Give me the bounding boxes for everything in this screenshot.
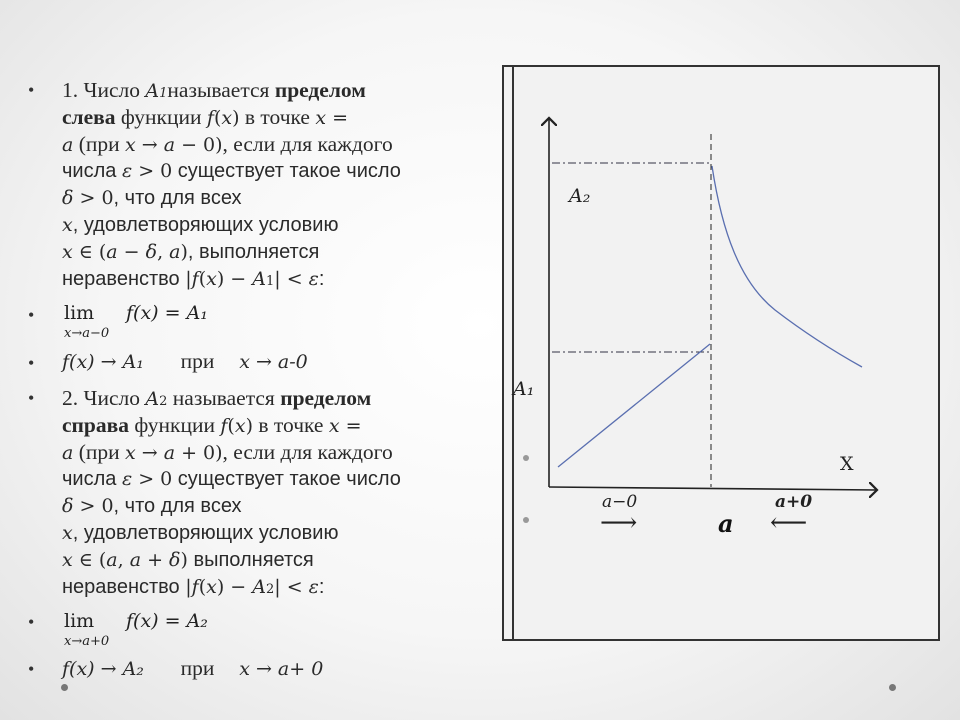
- item2-line-1: 2. Число A2 называется пределом: [62, 386, 372, 410]
- item1-line-2: слева функции f(x) в точке x =: [62, 105, 349, 129]
- lim-expression-1: f(x) = A₁: [126, 302, 208, 324]
- arrow-tail-2: x → a+ 0: [239, 658, 324, 680]
- arrow-pri-2: при: [180, 656, 215, 680]
- item1-line-8: неравенство |f(x) − A1| < ε:: [62, 268, 325, 290]
- x-axis: [549, 487, 877, 490]
- item2-line-4: числа ε > 0 существует такое число: [62, 468, 401, 490]
- bullet-4: •: [28, 388, 35, 408]
- bullet-3: •: [28, 353, 35, 373]
- item1-line-1: 1. Число A1называется пределом: [62, 78, 366, 102]
- left-branch-line: [558, 344, 710, 467]
- item2-line-3: a (при x → a + 0), если для каждого: [62, 440, 393, 464]
- item1-line-3: a (при x → a − 0), если для каждого: [62, 132, 393, 156]
- lim-subscript-2: x→a+0: [64, 634, 110, 649]
- item1-line-7: x ∈ (a − δ, a), выполняется: [62, 241, 320, 263]
- label-X: X: [840, 453, 854, 475]
- right-branch-curve: [712, 166, 862, 367]
- label-A2: A₂: [569, 185, 591, 207]
- arrow-right-glyph: ⟶: [600, 508, 638, 538]
- item1-line-5: δ > 0, что для всех: [62, 187, 242, 209]
- arrow-pri-1: при: [180, 349, 215, 373]
- bullet-2: •: [28, 305, 35, 325]
- item2-line-7: x ∈ (a, a + δ) выполняется: [62, 549, 314, 571]
- lim-word-1: lim: [64, 302, 95, 324]
- lim-subscript-1: x→a−0: [64, 326, 110, 341]
- label-A1: A₁: [513, 378, 535, 400]
- bullet-1: •: [28, 80, 35, 100]
- item2-line-5: δ > 0, что для всех: [62, 495, 242, 517]
- arrow-left-glyph: ⟵: [770, 508, 808, 538]
- bullet-6: •: [28, 659, 35, 679]
- item2-line-6: x, удовлетворяющих условию: [62, 522, 339, 544]
- label-a: a: [718, 509, 734, 538]
- item2-line-2: справа функции f(x) в точке x =: [62, 413, 362, 437]
- item1-line-4: числа ε > 0 существует такое число: [62, 160, 401, 182]
- arrow-expr-1: f(x) → A₁: [62, 351, 144, 373]
- bullet-5: •: [28, 612, 35, 632]
- label-a-minus-0: a−0: [602, 492, 638, 512]
- panel-bullet-1: [523, 455, 529, 461]
- arrow-expr-2: f(x) → A₂: [62, 658, 144, 680]
- panel-bullet-2: [523, 517, 529, 523]
- item2-line-8: неравенство |f(x) − A2| < ε:: [62, 576, 325, 598]
- lim-word-2: lim: [64, 610, 95, 632]
- corner-dot-right: [889, 684, 896, 691]
- item1-line-6: x, удовлетворяющих условию: [62, 214, 339, 236]
- label-a-plus-0: a+0: [775, 492, 813, 512]
- corner-dot-left: [61, 684, 68, 691]
- arrow-tail-1: x → a-0: [239, 351, 308, 373]
- lim-expression-2: f(x) = A₂: [126, 610, 208, 632]
